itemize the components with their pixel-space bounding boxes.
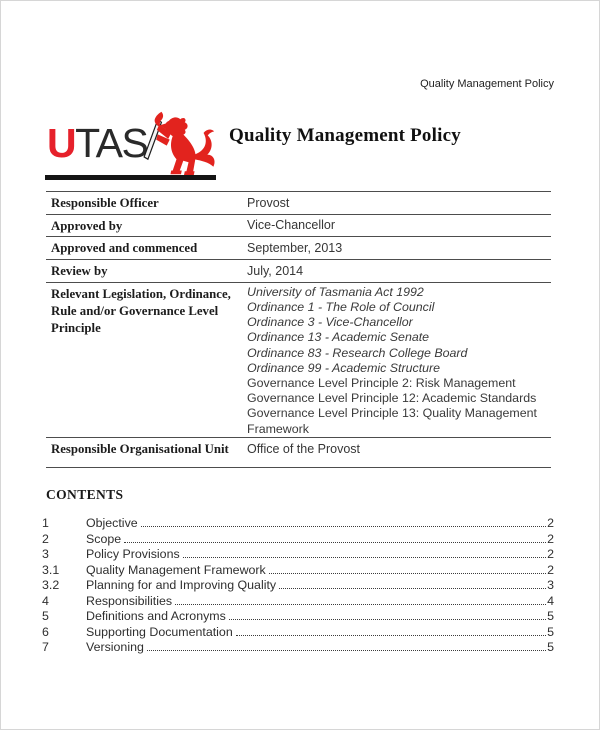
toc-number: 7 — [42, 640, 49, 654]
logo-letter-u: U — [47, 120, 76, 166]
toc-number: 3.1 — [42, 562, 60, 577]
table-row-relevant-legislation — [46, 282, 551, 438]
toc-number: 2 — [42, 531, 49, 546]
toc-number: 4 — [42, 593, 49, 608]
toc-entry-responsibilities — [42, 594, 554, 610]
toc-page-number: 5 — [547, 640, 554, 654]
toc-title: Planning for and Improving Quality — [86, 578, 277, 592]
dot-leader — [124, 542, 546, 543]
row-value: July, 2014 — [247, 263, 304, 278]
toc-page-number: 5 — [547, 609, 554, 623]
row-value: Vice-Chancellor — [247, 218, 336, 233]
legislation-line: Ordinance 1 - The Role of Council — [247, 299, 435, 314]
logo-letters-tas: TAS — [75, 120, 148, 166]
toc-title: Definitions and Acronyms — [86, 609, 226, 623]
dot-leader — [279, 588, 546, 589]
toc-title: Objective — [86, 516, 138, 530]
toc-title: Policy Provisions — [86, 547, 180, 561]
dot-leader — [175, 604, 546, 605]
toc-page-number: 2 — [547, 531, 554, 546]
toc-title: Quality Management Framework — [86, 562, 266, 577]
table-of-contents — [42, 516, 554, 656]
legislation-line: Governance Level Principle 13: Quality Management Framework — [247, 406, 537, 436]
row-value: September, 2013 — [247, 240, 343, 255]
toc-page-number: 5 — [547, 624, 554, 639]
toc-entry-objective — [42, 516, 554, 532]
toc-number: 6 — [42, 624, 49, 639]
table-row-review-by — [46, 259, 551, 282]
legislation-line: Ordinance 3 - Vice-Chancellor — [247, 315, 413, 330]
toc-title: Scope — [86, 531, 122, 546]
toc-entry-versioning — [42, 640, 554, 656]
toc-entry-scope — [42, 532, 554, 548]
toc-entry-definitions-acronyms — [42, 609, 554, 625]
toc-page-number: 2 — [547, 562, 554, 577]
row-label: Responsible Organisational Unit — [51, 442, 229, 457]
toc-page-number: 2 — [547, 547, 554, 561]
utas-logo — [45, 109, 217, 181]
toc-number: 1 — [42, 516, 49, 530]
table-row-responsible-officer — [46, 191, 551, 214]
toc-title: Supporting Documentation — [86, 624, 233, 639]
table-row-responsible-unit — [46, 437, 551, 468]
dot-leader — [269, 573, 546, 574]
toc-entry-policy-provisions — [42, 547, 554, 563]
row-value: Provost — [247, 195, 290, 210]
toc-number: 3.2 — [42, 578, 60, 592]
legislation-line: University of Tasmania Act 1992 — [247, 284, 424, 299]
contents-heading: CONTENTS — [46, 487, 124, 502]
table-row-approved-commenced — [46, 236, 551, 259]
legislation-line: Governance Level Principle 2: Risk Management — [247, 375, 516, 390]
row-label: Responsible Officer — [51, 196, 159, 210]
toc-title: Responsibilities — [86, 593, 173, 608]
row-value-list — [247, 283, 551, 438]
dot-leader — [183, 557, 546, 558]
dot-leader — [141, 526, 546, 527]
toc-number: 5 — [42, 609, 49, 623]
table-row-approved-by — [46, 214, 551, 237]
toc-page-number: 3 — [547, 578, 554, 592]
legislation-line: Governance Level Principle 12: Academic Standards — [247, 391, 537, 406]
legislation-line: Ordinance 13 - Academic Senate — [247, 330, 430, 345]
utas-lion-rampant-icon — [139, 111, 217, 175]
row-label: Approved by — [51, 218, 123, 233]
toc-number: 3 — [42, 547, 49, 561]
logo-underline — [45, 175, 216, 180]
toc-page-number: 2 — [547, 516, 554, 530]
policy-info-table — [46, 191, 551, 468]
toc-entry-planning-improving-quality — [42, 578, 554, 594]
legislation-line: Ordinance 83 - Research College Board — [247, 345, 468, 360]
dot-leader — [236, 635, 546, 636]
document-title: Quality Management Policy — [229, 125, 461, 146]
dot-leader — [147, 650, 546, 651]
row-label: Relevant Legislation, Ordinance, Rule and/or Governance Level Principle — [51, 286, 231, 335]
utas-logotype — [47, 120, 148, 166]
row-label: Review by — [51, 264, 108, 279]
running-header: Quality Management Policy — [420, 78, 554, 90]
legislation-line: Ordinance 99 - Academic Structure — [247, 360, 441, 375]
row-value: Office of the Provost — [247, 441, 361, 456]
toc-page-number: 4 — [547, 593, 554, 608]
toc-entry-quality-management-framework — [42, 563, 554, 579]
toc-entry-supporting-documentation — [42, 625, 554, 641]
toc-title: Versioning — [86, 640, 144, 654]
dot-leader — [229, 619, 546, 620]
row-label: Approved and commenced — [51, 241, 198, 256]
